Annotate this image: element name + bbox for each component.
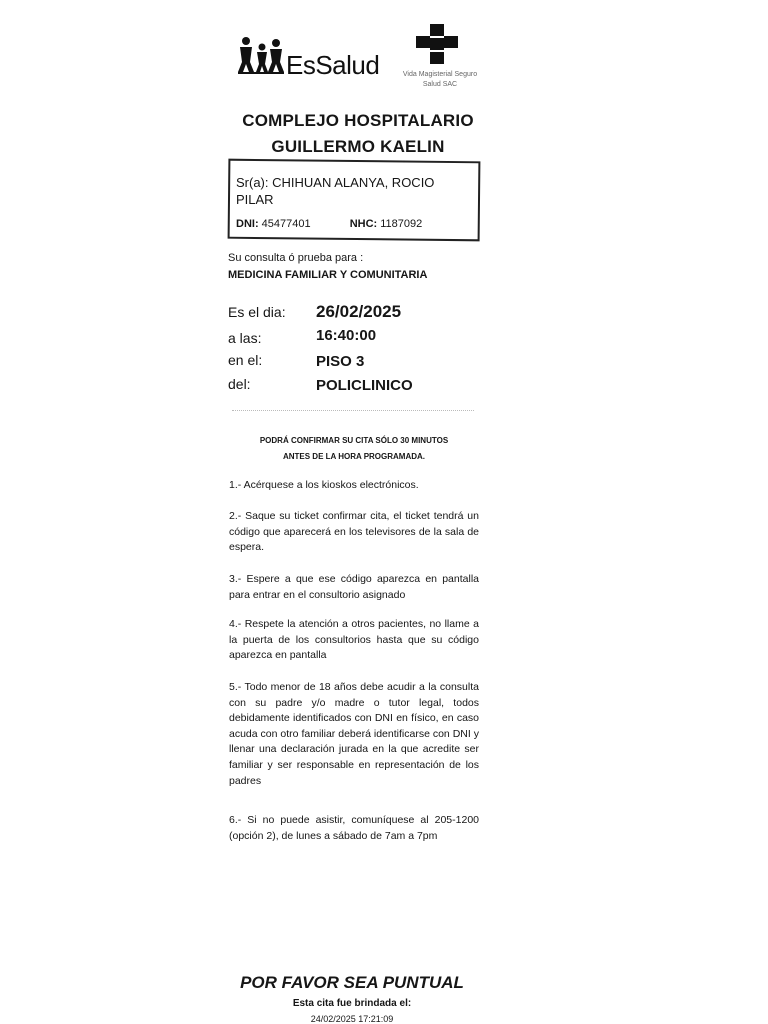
instruction-3: 3.- Espere a que ese código aparezca en pantalla para entrar en el consultorio asignado <box>229 573 479 601</box>
patient-nhc <box>350 218 441 230</box>
ministry-caption: Vida Magisterial Seguro Salud SAC <box>402 71 478 88</box>
instruction-6: 6.- Si no puede asistir, comuníquese al 205-1200 (opción 2), de lunes a sábado de 7am a 7pm <box>229 814 479 842</box>
dni-value: 45477401 <box>261 218 311 230</box>
instruction-1: 1.- Acérquese a los kioskos electrónicos. <box>229 479 419 491</box>
divider <box>232 410 474 411</box>
instruction-2: 2.- Saque su ticket confirmar cita, el ticket tendrá un código que aparecerá en los televisores de la sala de espera. <box>229 510 479 554</box>
notice-line2: ANTES DE LA HORA PROGRAMADA. <box>282 452 426 461</box>
instruction-4: 4.- Respete la atención a otros pacientes, no llame a la puerta de los consultorios hasta que su código aparezca en pantalla <box>229 618 479 662</box>
hospital-title-line2: GUILLERMO KAELIN <box>271 137 445 156</box>
instruction-5: 5.- Todo menor de 18 años debe acudir a la consulta con su padre y/o madre o tutor legal, todos debidamente identificados con DNI en físico, en caso acuda con otro familiar deberá identificarse con DNI y llenar una declaración jurada en la que acredite ser familiar y ser responsable en representación de los padres <box>229 681 479 787</box>
patient-name-label: Sr(a): <box>236 175 269 190</box>
patient-ids-row <box>236 218 472 230</box>
consult-intro: Su consulta ó prueba para : <box>228 252 364 264</box>
nhc-label: NHC: <box>349 218 378 230</box>
patient-dni <box>236 218 329 230</box>
patient-name: CHIHUAN ALANYA, ROCIO PILAR <box>236 175 435 207</box>
consult-service: MEDICINA FAMILIAR Y COMUNITARIA <box>228 269 428 281</box>
notice-line1: PODRÁ CONFIRMAR SU CITA SÓLO 30 MINUTOS <box>259 436 449 445</box>
nhc-value: 1187092 <box>380 218 423 230</box>
date-label: Es el dia: <box>228 304 286 320</box>
place-label: en el: <box>228 352 263 368</box>
hospital-title <box>220 108 496 160</box>
punctuality-message: POR FAVOR SEA PUNTUAL <box>240 973 464 992</box>
brand-name: EsSalud <box>286 50 380 80</box>
hospital-title-line1: COMPLEJO HOSPITALARIO <box>242 111 474 130</box>
patient-name-row <box>236 174 472 208</box>
building-label: del: <box>228 376 251 392</box>
appointment-building: POLICLINICO <box>316 377 413 394</box>
issued-timestamp: 24/02/2025 17:21:09 <box>310 1014 394 1024</box>
dni-label: DNI: <box>236 218 259 230</box>
issued-label: Esta cita fue brindada el: <box>292 998 412 1009</box>
time-label: a las: <box>228 330 262 346</box>
ministry-cross-logo <box>414 24 462 64</box>
appointment-place: PISO 3 <box>316 353 365 370</box>
confirmation-notice <box>230 433 478 465</box>
appointment-date: 26/02/2025 <box>316 302 402 321</box>
appointment-time: 16:40:00 <box>316 327 377 344</box>
